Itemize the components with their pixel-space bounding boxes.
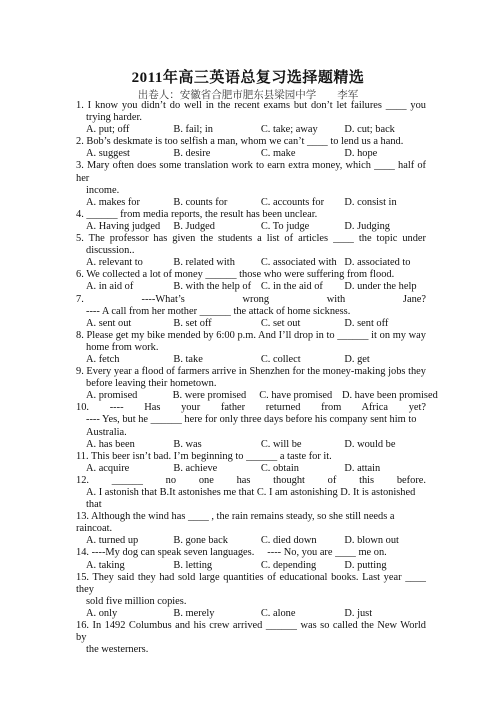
question-continuation: ---- A call from her mother ______ the attack of home sickness. bbox=[86, 305, 351, 317]
question-continuation: sold five million copies. bbox=[86, 595, 187, 607]
question-continuation: the westerners. bbox=[86, 644, 149, 656]
answer-option: A. suggest bbox=[86, 148, 130, 160]
answer-option: D. under the help bbox=[344, 281, 417, 293]
answer-option: A. Having judged bbox=[86, 220, 161, 232]
question-stem: 15. They said they had sold large quantities of educational books. Last year ____ they bbox=[76, 571, 426, 595]
answer-option: D. would be bbox=[344, 438, 396, 450]
options-row bbox=[76, 318, 426, 330]
question-item bbox=[76, 100, 426, 136]
question-item bbox=[76, 233, 426, 269]
answer-option: D. blown out bbox=[344, 535, 399, 547]
answer-option: A. sent out bbox=[86, 317, 132, 329]
options-row bbox=[76, 463, 426, 475]
question-stem: 3. Mary often does some translation work to earn extra money, which ____ half of her bbox=[76, 160, 426, 184]
answer-option: B. gone back bbox=[173, 535, 228, 547]
options-row bbox=[76, 354, 426, 366]
options-row bbox=[76, 535, 426, 547]
options-row bbox=[76, 148, 426, 160]
question-stem: 10. ---- Has your father returned from Africa yet? bbox=[76, 402, 426, 414]
answer-option: D. cut; back bbox=[344, 124, 395, 136]
answer-option: A. taking bbox=[86, 559, 125, 571]
question-item bbox=[76, 366, 438, 402]
answer-option: B. letting bbox=[173, 559, 213, 571]
question-stem: 11. This beer isn’t bad. I’m beginning to ______ a taste for it. bbox=[76, 450, 332, 462]
options-row bbox=[76, 560, 426, 572]
answer-option: C. accounts for bbox=[260, 196, 325, 208]
question-item bbox=[76, 294, 426, 330]
answer-option: D. consist in bbox=[344, 196, 397, 208]
options-row bbox=[76, 608, 426, 620]
options-row bbox=[76, 257, 426, 269]
question-continuation: trying harder. bbox=[86, 112, 142, 124]
question-stem: 2. Bob’s deskmate is too selfish a man, whom we can’t ____ to lend us a hand. bbox=[76, 136, 404, 148]
question-continuation: before leaving their hometown. bbox=[86, 378, 217, 390]
question-continuation: Australia. bbox=[86, 426, 127, 438]
answer-option: A. makes for bbox=[86, 196, 140, 208]
question-item bbox=[76, 620, 426, 656]
question-item bbox=[76, 475, 426, 511]
options-row bbox=[76, 124, 426, 136]
answer-option: B. merely bbox=[173, 607, 215, 619]
answer-option: B. Judged bbox=[173, 220, 215, 232]
question-item bbox=[76, 547, 426, 571]
answer-option: C. have promised bbox=[259, 390, 333, 402]
question-stem: 13. Although the wind has ____ , the rain remains steady, so she still needs a raincoat. bbox=[76, 511, 395, 535]
options-row bbox=[76, 390, 438, 402]
question-item bbox=[76, 451, 426, 475]
answer-option: C. alone bbox=[260, 607, 296, 619]
answer-option: A. fetch bbox=[86, 353, 120, 365]
answer-option: C. in the aid of bbox=[260, 281, 323, 293]
question-item bbox=[76, 160, 426, 208]
answer-option: A. only bbox=[86, 607, 118, 619]
answer-option: B. counts for bbox=[173, 196, 228, 208]
answer-option: D. just bbox=[344, 607, 373, 619]
answer-option: D. Judging bbox=[344, 220, 390, 232]
question-item bbox=[76, 269, 426, 293]
question-stem: 7. ----What’s wrong with Jane? bbox=[76, 293, 426, 305]
answer-option: B. fail; in bbox=[173, 124, 213, 136]
answer-option: D. putting bbox=[344, 559, 387, 571]
question-stem: 4. ______ from media reports, the result has been unclear. bbox=[76, 208, 318, 220]
options-row bbox=[76, 197, 426, 209]
options-row bbox=[76, 221, 426, 233]
question-stem: 14. ----My dog can speak seven languages. ---- No, you are ____ me on. bbox=[76, 547, 387, 559]
answer-option: C. depending bbox=[260, 559, 317, 571]
answer-option: A. turned up bbox=[86, 535, 139, 547]
question-continuation: ---- Yes, but he ______ here for only three days before his company sent him to bbox=[86, 414, 417, 426]
question-list bbox=[76, 100, 438, 656]
answer-option: B. with the help of bbox=[173, 281, 252, 293]
answer-option: A. relevant to bbox=[86, 257, 143, 269]
answer-option: B. take bbox=[173, 353, 203, 365]
answer-option: A. in aid of bbox=[86, 281, 134, 293]
answer-option: C. associated with bbox=[260, 257, 337, 269]
answer-option: A. put; off bbox=[86, 124, 130, 136]
question-stem: 8. Please get my bike mended by 6:00 p.m. And I’ll drop in to ______ it on my way bbox=[76, 329, 426, 341]
answer-option: B. were promised bbox=[172, 390, 247, 402]
answer-option: C. take; away bbox=[260, 124, 318, 136]
question-item bbox=[76, 511, 426, 547]
answer-option: C. obtain bbox=[260, 462, 299, 474]
answer-option: A. promised bbox=[86, 390, 138, 402]
answer-option: C. will be bbox=[260, 438, 302, 450]
answer-option: B. related with bbox=[173, 257, 235, 269]
question-stem: 9. Every year a flood of farmers arrive in Shenzhen for the money-making jobs they bbox=[76, 366, 426, 378]
question-item bbox=[76, 209, 426, 233]
answer-option: A. acquire bbox=[86, 462, 130, 474]
answer-option: D. associated to bbox=[344, 257, 411, 269]
answer-option: A. has been bbox=[86, 438, 135, 450]
answer-option: C. To judge bbox=[260, 220, 310, 232]
options-row bbox=[76, 281, 426, 293]
document-title: 2011年高三英语总复习选择题精选 bbox=[131, 70, 365, 86]
answer-option: D. sent off bbox=[344, 317, 389, 329]
question-item bbox=[76, 402, 426, 450]
answer-option: C. died down bbox=[260, 535, 317, 547]
question-stem: 5. The professor has given the students a list of articles ____ the topic under bbox=[76, 233, 426, 245]
question-continuation: A. I astonish that B.It astonishes me that C. I am astonishing D. It is astonished that bbox=[86, 487, 416, 511]
question-continuation: discussion.. bbox=[86, 245, 135, 257]
question-stem: 1. I know you didn’t do well in the recent exams but don’t let failures ____ you bbox=[76, 100, 426, 111]
answer-option: B. achieve bbox=[173, 462, 218, 474]
question-stem: 16. In 1492 Columbus and his crew arrived ______ was so called the New World by bbox=[76, 620, 426, 644]
answer-option: C. make bbox=[260, 148, 296, 160]
question-item bbox=[76, 330, 426, 366]
question-stem: 6. We collected a lot of money ______ those who were suffering from flood. bbox=[76, 269, 395, 281]
question-item bbox=[76, 572, 426, 620]
answer-option: D. get bbox=[344, 353, 370, 365]
answer-option: D. attain bbox=[344, 462, 381, 474]
answer-option: B. desire bbox=[173, 148, 211, 160]
answer-option: D. have been promised bbox=[341, 390, 438, 402]
answer-option: C. collect bbox=[260, 353, 301, 365]
question-continuation: home from work. bbox=[86, 341, 159, 353]
document-author: 出卷人：安徽省合肥市肥东县梁园中学 李军 bbox=[137, 90, 359, 101]
answer-option: D. hope bbox=[344, 148, 378, 160]
options-row bbox=[76, 439, 426, 451]
answer-option: B. set off bbox=[173, 317, 212, 329]
question-item bbox=[76, 136, 426, 160]
answer-option: C. set out bbox=[260, 317, 301, 329]
question-stem: 12. ______ no one has thought of this before. bbox=[76, 474, 426, 486]
question-continuation: income. bbox=[86, 184, 120, 196]
answer-option: B. was bbox=[173, 438, 202, 450]
